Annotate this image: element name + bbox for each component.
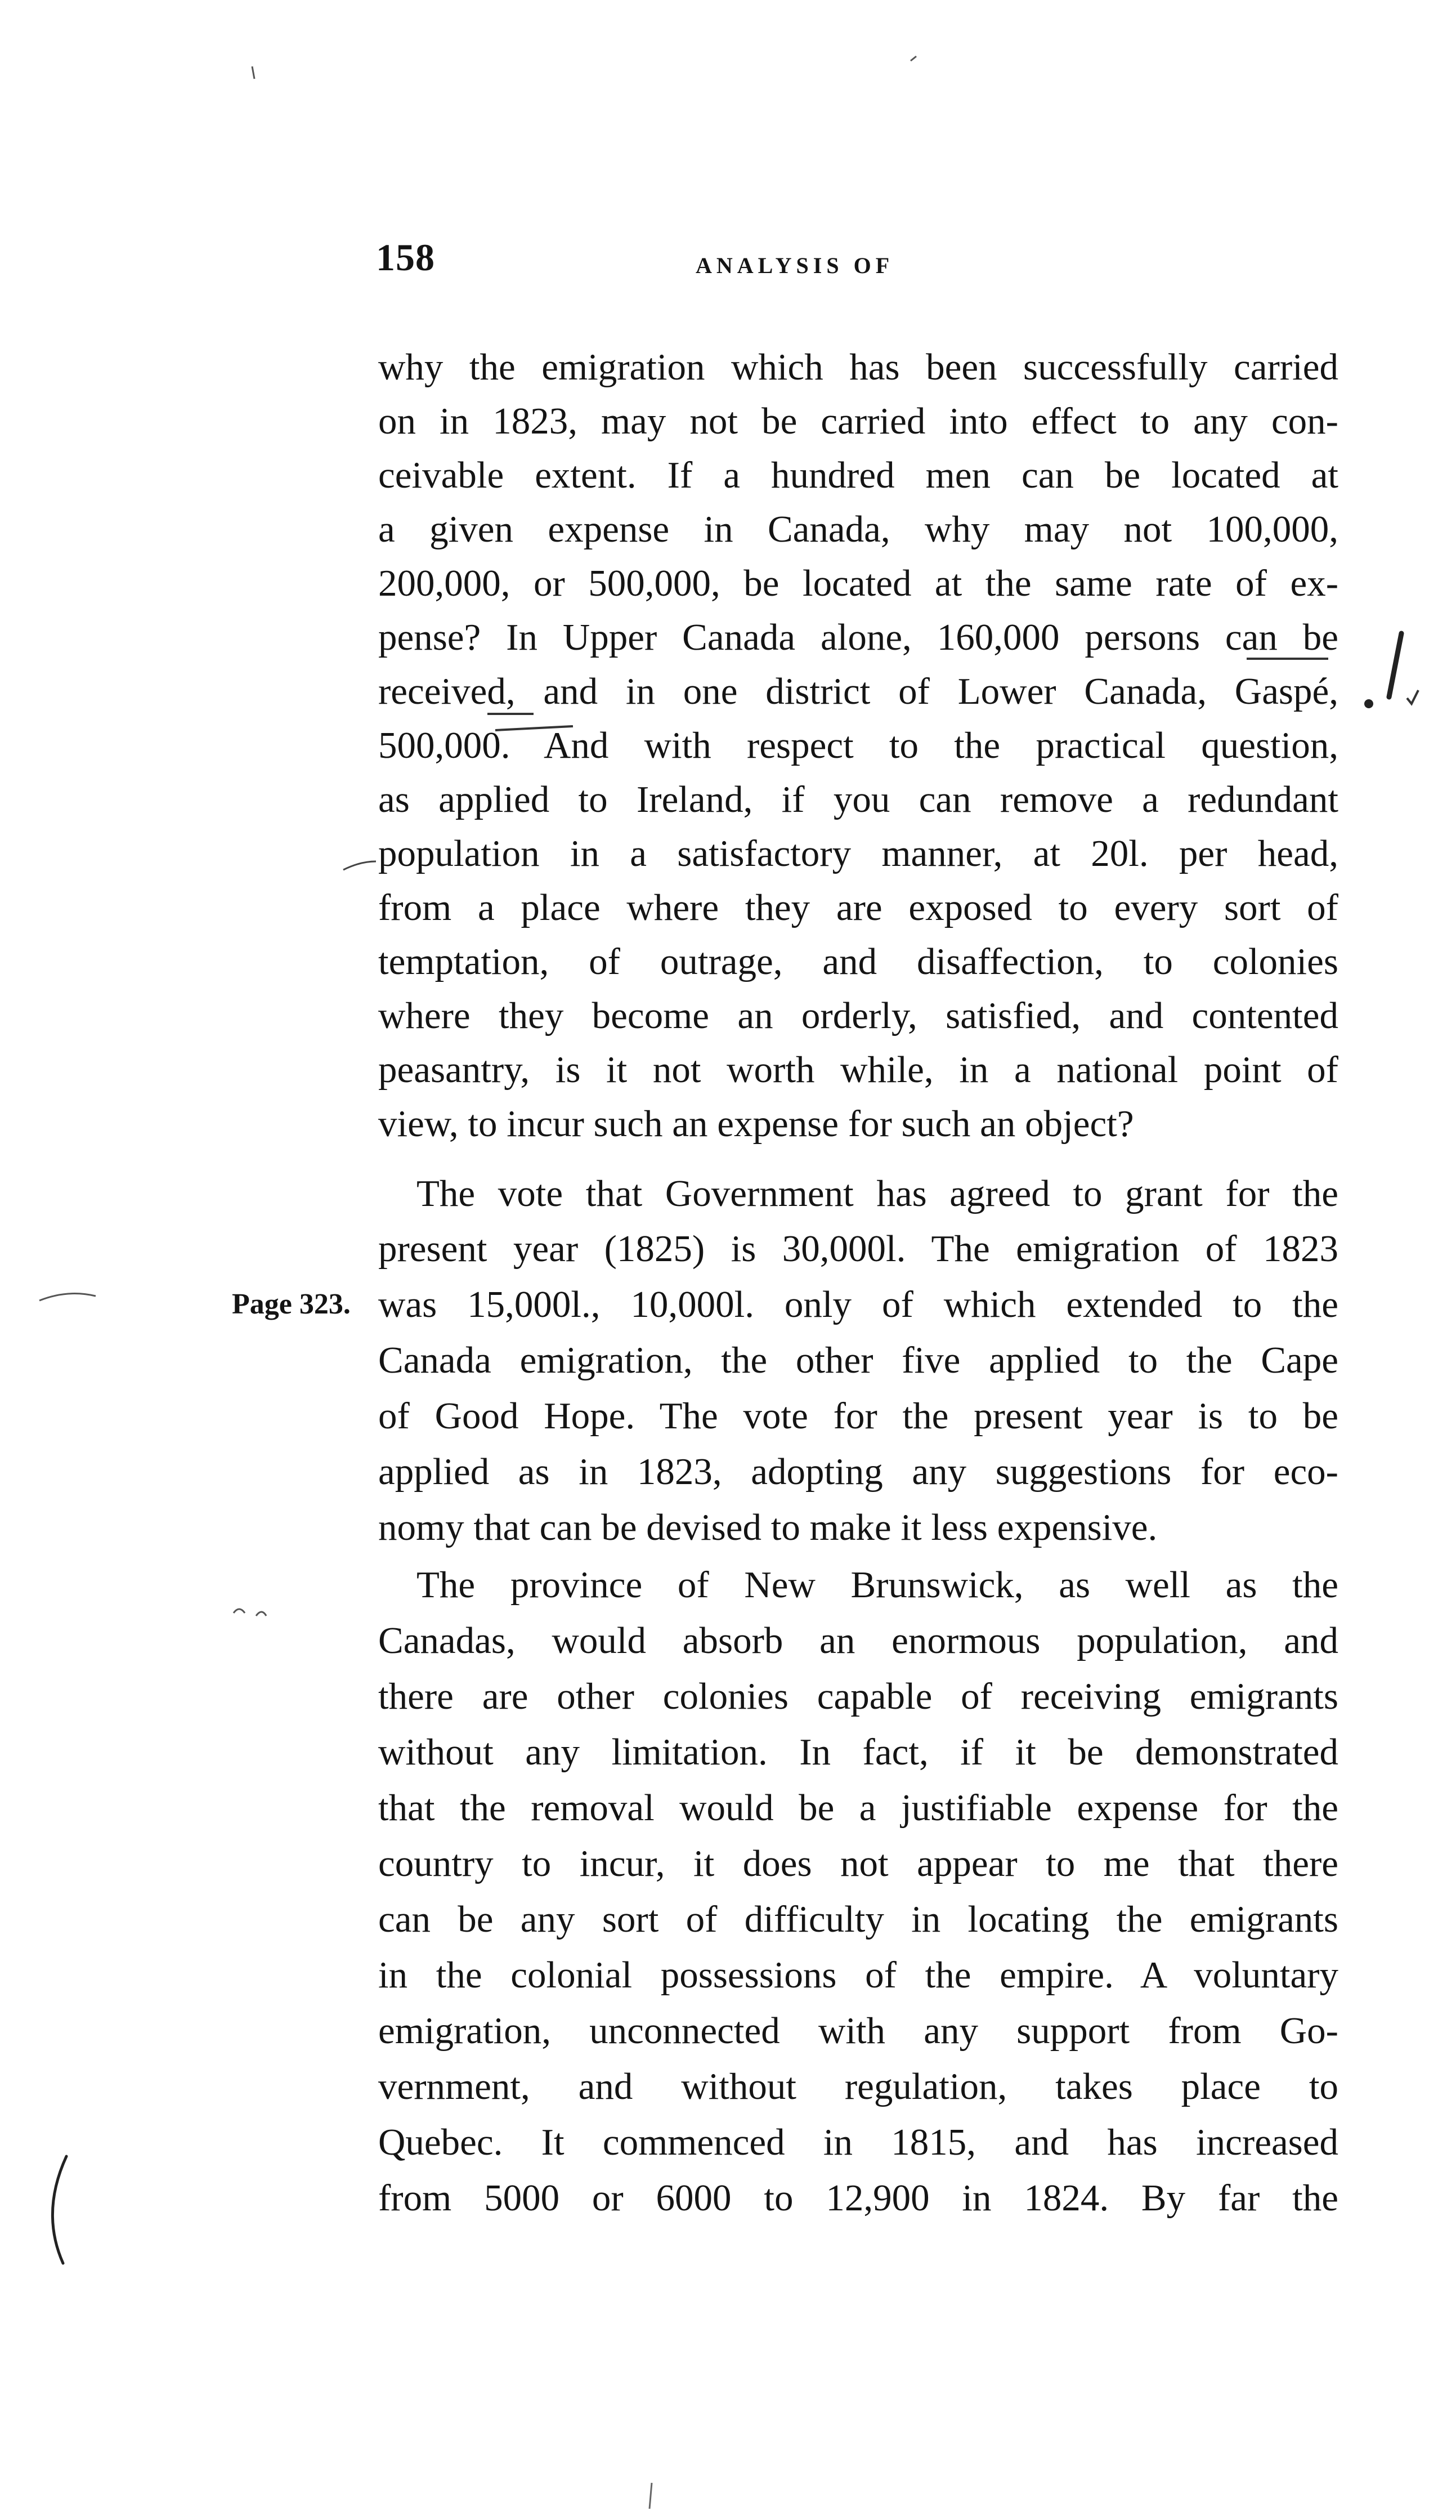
margin-tick-mark — [649, 2483, 652, 2509]
margin-slash-mark — [1389, 633, 1401, 697]
text-line: temptation, of outrage, and disaffection, to colonies — [378, 941, 1338, 982]
text-line: Canadas, would absorb an enormous population, and — [378, 1620, 1338, 1661]
text-line: on in 1823, may not be carried into effect to any con- — [378, 400, 1338, 442]
text-line: Quebec. It commenced in 1815, and has increased — [378, 2121, 1338, 2163]
text-line: received, and in one district of Lower Canada, Gaspé, — [378, 671, 1338, 712]
text-line: where they become an orderly, satisfied, and contented — [378, 995, 1338, 1036]
margin-check-mark — [1407, 690, 1418, 704]
text-line: The province of New Brunswick, as well as the — [416, 1564, 1338, 1606]
margin-tick-mark — [911, 56, 916, 61]
margin-bracket-mark — [52, 2156, 66, 2263]
text-line: The vote that Government has agreed to grant for the — [416, 1173, 1338, 1214]
text-line: population in a satisfactory manner, at 20l. per head, — [378, 833, 1338, 874]
text-line: was 15,000l., 10,000l. only of which extended to the — [378, 1284, 1338, 1325]
margin-tick-mark — [252, 66, 254, 79]
text-line: from 5000 or 6000 to 12,900 in 1824. By far the — [378, 2177, 1338, 2219]
text-line: 200,000, or 500,000, be located at the same rate of ex- — [378, 562, 1338, 604]
text-line: emigration, unconnected with any support from Go- — [378, 2010, 1338, 2052]
margin-dot-mark — [1364, 699, 1373, 708]
text-line: applied as in 1823, adopting any suggestions for eco- — [378, 1451, 1338, 1493]
margin-scribble-mark — [39, 1294, 96, 1301]
text-line: vernment, and without regulation, takes place to — [378, 2066, 1338, 2107]
text-line: Canada emigration, the other five applied to the Cape — [378, 1339, 1338, 1381]
text-line: country to incur, it does not appear to me that there — [378, 1843, 1338, 1884]
text-line: 500,000. And with respect to the practical question, — [378, 725, 1338, 766]
text-line: a given expense in Canada, why may not 100,000, — [378, 508, 1338, 550]
text-line: can be any sort of difficulty in locating the emigrants — [378, 1898, 1338, 1940]
running-head: ANALYSIS OF — [696, 253, 894, 278]
margin-scribble-mark — [234, 1609, 266, 1616]
text-line: of Good Hope. The vote for the present year is to be — [378, 1395, 1338, 1437]
text-line: view, to incur such an expense for such an object? — [378, 1103, 1134, 1145]
text-line: from a place where they are exposed to every sort of — [378, 887, 1338, 928]
text-line: ceivable extent. If a hundred men can be located at — [378, 454, 1338, 496]
text-line: in the colonial possessions of the empire. A voluntary — [378, 1954, 1338, 1996]
text-line: as applied to Ireland, if you can remove a redundant — [378, 779, 1338, 820]
text-line: peasantry, is it not worth while, in a national point of — [378, 1049, 1338, 1091]
text-line: why the emigration which has been successfully carried — [378, 346, 1338, 388]
margin-arrow-mark — [343, 861, 376, 870]
text-line: there are other colonies capable of receiving emigrants — [378, 1675, 1338, 1717]
text-line: pense? In Upper Canada alone, 160,000 persons can be — [378, 616, 1338, 658]
text-line: present year (1825) is 30,000l. The emigration of 1823 — [378, 1228, 1338, 1270]
text-line: without any limitation. In fact, if it be demonstrated — [378, 1731, 1338, 1773]
margin-note: Page 323. — [232, 1288, 351, 1320]
text-line: nomy that can be devised to make it less expensive. — [378, 1507, 1158, 1548]
page-number: 158 — [376, 236, 435, 279]
text-line: that the removal would be a justifiable expense for the — [378, 1787, 1338, 1829]
